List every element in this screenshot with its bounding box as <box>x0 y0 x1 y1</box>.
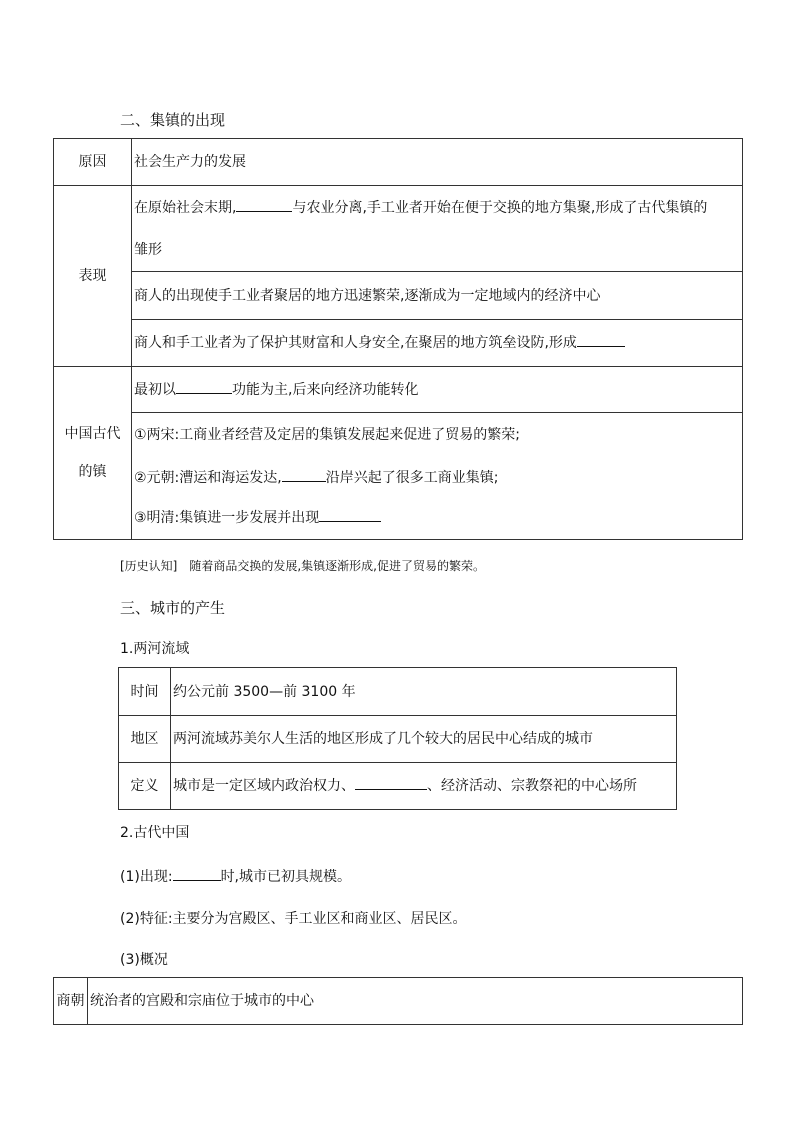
fill-blank[interactable] <box>319 507 381 522</box>
table-row <box>119 668 677 716</box>
table-row <box>54 272 743 320</box>
table-row <box>119 763 677 810</box>
item-appearance: (1)出现: 时,城市已初具规模。 <box>120 866 351 886</box>
china-text-3: ②元朝:漕运和海运发达, 沿岸兴起了很多工商业集镇; <box>132 458 743 498</box>
table-row <box>119 716 677 763</box>
definition-text: 城市是一定区域内政治权力、 、经济活动、宗教祭祀的中心场所 <box>171 763 677 810</box>
row-label-manifest: 表现 <box>54 186 132 367</box>
item-overview: (3)概况 <box>120 952 168 968</box>
manifest-text-3: 商人和手工业者为了保护其财富和人身安全,在聚居的地方筑垒设防,形成 <box>132 320 743 367</box>
time-text: 约公元前 3500—前 3100 年 <box>171 668 677 716</box>
table-row <box>54 458 743 498</box>
table-row <box>54 978 743 1025</box>
row-label-reason: 原因 <box>54 139 132 186</box>
shang-text: 统治者的宫殿和宗庙位于城市的中心 <box>88 978 743 1025</box>
fill-blank[interactable] <box>173 866 221 881</box>
table-row <box>54 186 743 272</box>
region-text: 两河流域苏美尔人生活的地区形成了几个较大的居民中心结成的城市 <box>171 716 677 763</box>
fill-blank[interactable] <box>236 197 292 212</box>
history-note: [历史认知] 随着商品交换的发展,集镇逐渐形成,促进了贸易的繁荣。 <box>120 559 485 573</box>
table-row <box>54 139 743 186</box>
fill-blank[interactable] <box>355 775 427 790</box>
manifest-text-2: 商人的出现使手工业者聚居的地方迅速繁荣,逐渐成为一定地域内的经济中心 <box>132 272 743 320</box>
table-row <box>54 413 743 458</box>
row-label-china-towns: 中国古代 的镇 <box>54 367 132 540</box>
china-text-2: ①两宋:工商业者经营及定居的集镇发展起来促进了贸易的繁荣; <box>132 413 743 458</box>
shang-table <box>53 977 743 1025</box>
china-text-1: 最初以 功能为主,后来向经济功能转化 <box>132 367 743 413</box>
row-label-time: 时间 <box>119 668 171 716</box>
manifest-text-1: 在原始社会末期, 与农业分离,手工业者开始在便于交换的地方集聚,形成了古代集镇的 雏形 <box>132 186 743 272</box>
section-heading-towns: 二、集镇的出现 <box>120 111 226 129</box>
subheading-mesopotamia: 1.两河流域 <box>120 641 190 657</box>
fill-blank[interactable] <box>577 332 625 347</box>
section-heading-cities: 三、城市的产生 <box>120 599 226 617</box>
subheading-ancient-china: 2.古代中国 <box>120 825 190 841</box>
reason-text: 社会生产力的发展 <box>132 139 743 186</box>
table-row <box>54 367 743 413</box>
table-row <box>54 498 743 540</box>
mesopotamia-table <box>118 667 677 810</box>
row-label-definition: 定义 <box>119 763 171 810</box>
china-text-4: ③明清:集镇进一步发展并出现 <box>132 498 743 540</box>
fill-blank[interactable] <box>282 467 326 482</box>
row-label-region: 地区 <box>119 716 171 763</box>
fill-blank[interactable] <box>176 379 232 394</box>
table-row <box>54 320 743 367</box>
row-label-shang: 商朝 <box>54 978 88 1025</box>
item-features: (2)特征:主要分为宫殿区、手工业区和商业区、居民区。 <box>120 911 467 927</box>
towns-table <box>53 138 743 540</box>
